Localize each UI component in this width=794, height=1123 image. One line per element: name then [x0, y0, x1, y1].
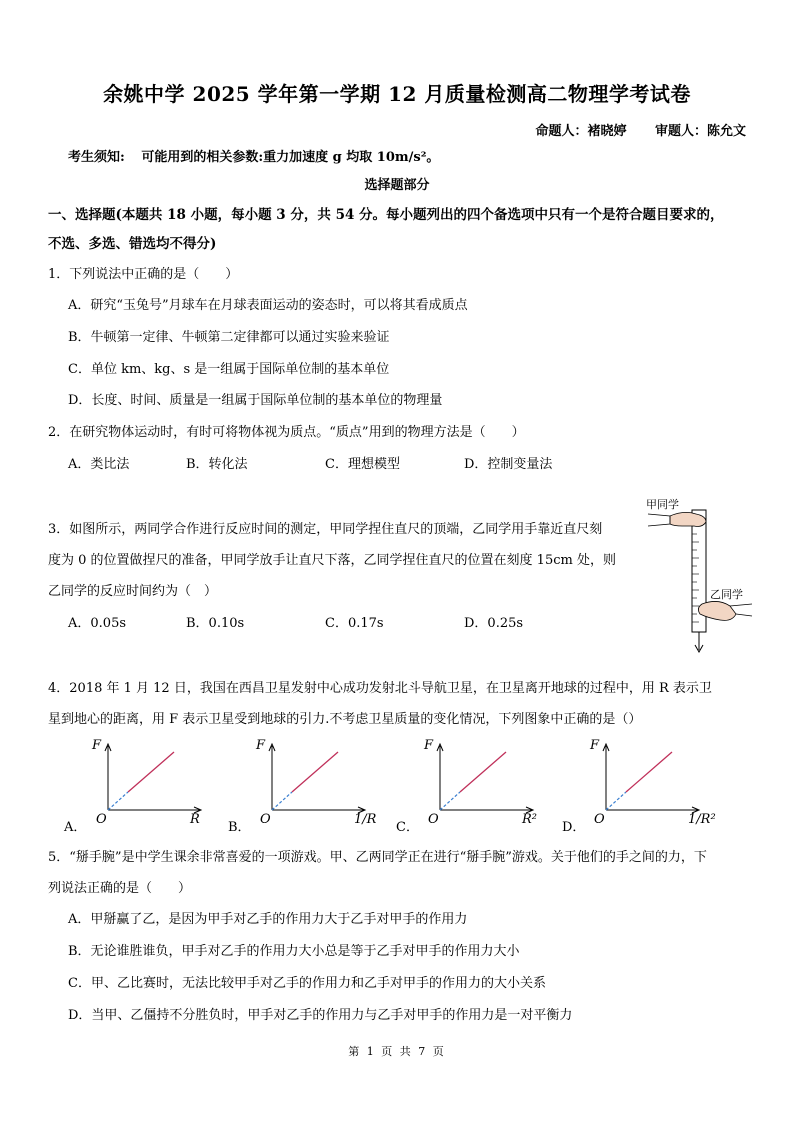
data-line [626, 752, 672, 792]
dashed-extension [440, 792, 460, 810]
q4-graph-d [562, 738, 716, 838]
q5-stem-line2: 列说法正确的是（ ） [48, 881, 192, 896]
q5-option-b: B．无论谁胜谁负，甲手对乙手的作用力大小总是等于乙手对甲手的作用力大小 [68, 944, 520, 959]
q1-option-d: D．长度、时间、质量是一组属于国际单位制的基本单位的物理量 [68, 393, 443, 408]
q3-stem-line1: 3．如图所示，两同学合作进行反应时间的测定，甲同学捏住直尺的顶端，乙同学用手靠近直尺刻 [48, 522, 603, 537]
q3-option-d: D．0.25s [464, 616, 524, 631]
q2-option-a: A．类比法 [68, 457, 130, 472]
notice-label: 考生须知: [68, 150, 125, 165]
fig-label-yi: 乙同学 [710, 588, 743, 601]
graph-x-label: 1/R [354, 812, 377, 827]
graph-y-label: F [92, 738, 102, 753]
q2-option-c: C．理想模型 [325, 457, 400, 472]
graph-origin-label: O [428, 812, 439, 827]
graph-option-label: D． [562, 820, 586, 835]
graph-x-label: R [190, 812, 200, 827]
q2-stem: 2．在研究物体运动时，有时可将物体视为质点。“质点”用到的物理方法是（ ） [48, 425, 525, 440]
data-line [292, 752, 338, 792]
authors-line [511, 120, 746, 139]
notice-text: 可能用到的相关参数:重力加速度 g 均取 10m/s²。 [141, 150, 440, 165]
graph-origin-label: O [594, 812, 605, 827]
graph-origin-label: O [260, 812, 271, 827]
reviewer: 审题人：陈允文 [654, 124, 746, 139]
q4-graph-b [228, 738, 382, 838]
author: 命题人：褚晓婷 [535, 124, 627, 139]
q4-stem-line2: 星到地心的距离，用 F 表示卫星受到地球的引力.不考虑卫星质量的变化情况，下列图象中正确的是（） [48, 712, 642, 727]
q2-option-d: D．控制变量法 [464, 457, 553, 472]
q4-graph-c [396, 738, 550, 838]
part-instructions-line2: 不选、多选、错选均不得分) [48, 236, 217, 252]
q3-option-c: C．0.17s [325, 616, 384, 631]
q3-ruler-figure [640, 496, 760, 656]
dashed-extension [108, 792, 128, 810]
graph-origin-label: O [96, 812, 107, 827]
q3-stem-line2: 度为 0 的位置做捏尺的准备，甲同学放手让直尺下落，乙同学捏住直尺的位置在刻度 15cm 处，则 [48, 553, 616, 568]
q3-option-a: A．0.05s [68, 616, 127, 631]
graph-x-label: R² [522, 812, 537, 827]
q4-graph-a [64, 738, 218, 838]
dashed-extension [272, 792, 292, 810]
data-line [460, 752, 506, 792]
section-title: 选择题部分 [364, 178, 430, 193]
graph-option-label: B． [228, 820, 251, 835]
graph-y-label: F [424, 738, 434, 753]
q4-stem-line1: 4．2018 年 1 月 12 日，我国在西昌卫星发射中心成功发射北斗导航卫星，在卫星离开地球的过程中，用 R 表示卫 [48, 681, 712, 696]
part-instructions-line1: 一、选择题(本题共 18 小题，每小题 3 分，共 54 分。每小题列出的四个备选项中只有一个是符合题目要求的， [48, 207, 724, 223]
graph-y-label: F [256, 738, 266, 753]
q5-option-c: C．甲、乙比赛时，无法比较甲手对乙手的作用力和乙手对甲手的作用力的大小关系 [68, 976, 546, 991]
notice [68, 146, 439, 165]
q5-stem-line1: 5．“掰手腕”是中学生课余非常喜爱的一项游戏。甲、乙两同学正在进行“掰手腕”游戏。关于他们的手之间的力，下 [48, 850, 707, 865]
q5-option-a: A．甲掰赢了乙，是因为甲手对乙手的作用力大于乙手对甲手的作用力 [68, 912, 468, 927]
graph-option-label: A． [64, 820, 87, 835]
q3-option-b: B．0.10s [186, 616, 245, 631]
q1-option-b: B．牛顿第一定律、牛顿第二定律都可以通过实验来验证 [68, 330, 390, 345]
q5-option-d: D．当甲、乙僵持不分胜负时，甲手对乙手的作用力与乙手对甲手的作用力是一对平衡力 [68, 1008, 573, 1023]
page-footer: 第 1 页 共 7 页 [348, 1045, 446, 1058]
fig-label-jia: 甲同学 [646, 498, 679, 511]
q1-option-a: A．研究“玉兔号”月球车在月球表面运动的姿态时，可以将其看成质点 [68, 298, 468, 313]
data-line [128, 752, 174, 792]
graph-option-label: C． [396, 820, 419, 835]
q1-option-c: C．单位 km、kg、s 是一组属于国际单位制的基本单位 [68, 362, 390, 377]
q2-option-b: B．转化法 [186, 457, 248, 472]
graph-y-label: F [590, 738, 600, 753]
q3-stem-line3: 乙同学的反应时间约为（ ） [48, 584, 218, 599]
ruler-illustration [640, 496, 760, 656]
q1-stem: 1．下列说法中正确的是（ ） [48, 267, 239, 282]
dashed-extension [606, 792, 626, 810]
graph-x-label: 1/R² [688, 812, 716, 827]
exam-title: 余姚中学 2025 学年第一学期 12 月质量检测高二物理学考试卷 [103, 82, 691, 106]
